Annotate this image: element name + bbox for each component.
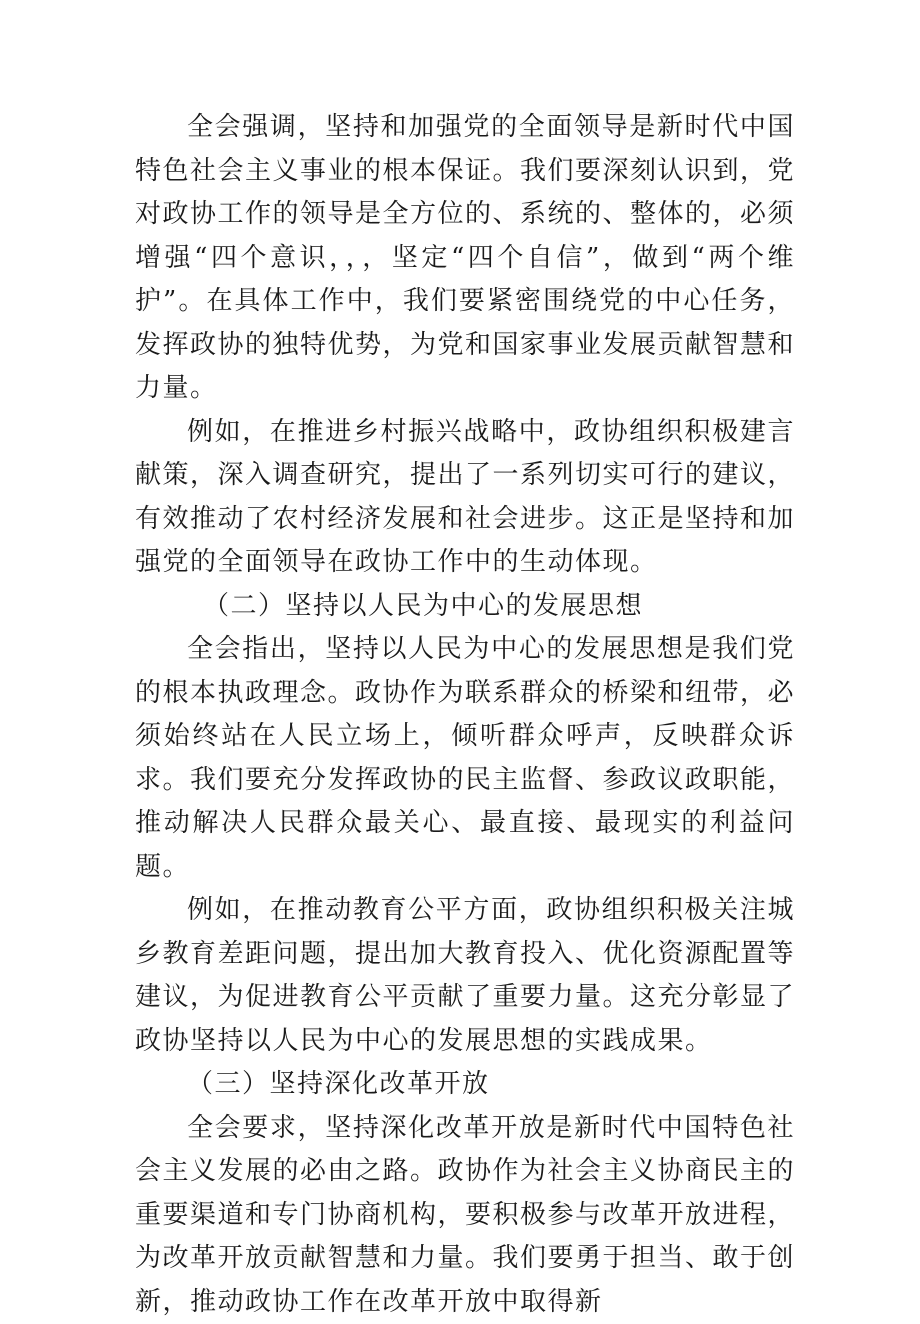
paragraph-leadership: 全会强调，坚持和加强党的全面领导是新时代中国特色社会主义事业的根本保证。我们要深刻认识到，党对政协工作的领导是全方位的、系统的、整体的，必须增强“四个意识，，，坚定“四个自信”，做到“两个维护”。在具体工作中，我们要紧密围绕党的中心任务，发挥政协的独特优势，为党和国家事业发展贡献智慧和力量。 — [135, 106, 795, 411]
document-body — [135, 106, 795, 1324]
paragraph-reform-opening: 全会要求，坚持深化改革开放是新时代中国特色社会主义发展的必由之路。政协作为社会主义协商民主的重要渠道和专门协商机构，要积极参与改革开放进程，为改革开放贡献智慧和力量。我们要勇于担当、敢于创新，推动政协工作在改革开放中取得新 — [135, 1107, 795, 1324]
paragraph-education-example: 例如，在推动教育公平方面，政协组织积极关注城乡教育差距问题，提出加大教育投入、优化资源配置等建议，为促进教育公平贡献了重要力量。这充分彰显了政协坚持以人民为中心的发展思想的实践成果。 — [135, 889, 795, 1063]
paragraph-people-centered: 全会指出，坚持以人民为中心的发展思想是我们党的根本执政理念。政协作为联系群众的桥梁和纽带，必须始终站在人民立场上，倾听群众呼声，反映群众诉求。我们要充分发挥政协的民主监督、参政议政职能，推动解决人民群众最关心、最直接、最现实的利益问题。 — [135, 628, 795, 889]
section-heading-people-centered: （二）坚持以人民为中心的发展思想 — [135, 585, 795, 629]
section-heading-reform-opening: （三）坚持深化改革开放 — [135, 1063, 795, 1107]
paragraph-rural-revitalization-example: 例如，在推进乡村振兴战略中，政协组织积极建言献策，深入调查研究，提出了一系列切实可行的建议，有效推动了农村经济发展和社会进步。这正是坚持和加强党的全面领导在政协工作中的生动体现。 — [135, 411, 795, 585]
